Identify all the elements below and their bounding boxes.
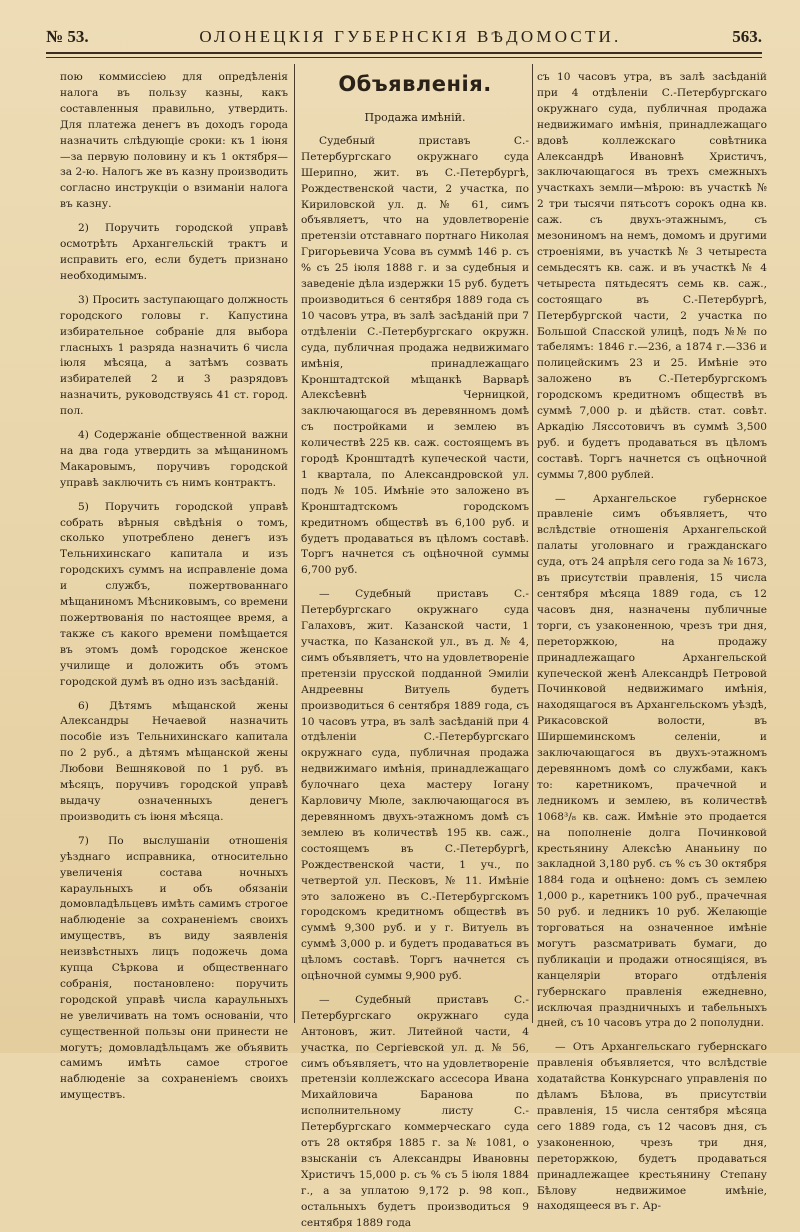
- paragraph: 3) Просить заступающаго должность городского головы г. Капустина избирательное собраніе для выбора гласныхъ 1 разряда назначить 6 числа іюля мѣсяца, а затѣмъ созвать избирателей 2 и 3 разрядовъ назначить, руководствуясь 41 ст. город. пол.: [60, 293, 288, 418]
- announcement: съ 10 часовъ утра, въ залѣ засѣданій при 4 отдѣленіи С.-Петербургскаго окружнаго суда, публичная продажа недвижимаго имѣнія, принадлежащаго вдовѣ коллежскаго совѣтника Александрѣ Ивановнѣ Христичъ, заключающагося въ трехъ смежныхъ участкахъ земли—мѣрою: въ участкѣ № 2 три тысячи пятьсотъ сорокъ одна кв. саж. съ двухъ-этажнымъ, съ мезониномъ на немъ, домомъ и другими строеніями, въ участкѣ № 3 четыреста семьдесятъ кв. саж. и въ участкѣ № 4 четыреста пятьдесятъ семь кв. саж., состоящаго въ С.-Петербургѣ, Петербургской части, 2 участка по Большой Спасской улицѣ, подъ №№ по табелямъ: 1846 г.—236, а 1874 г.—336 и полицейскимъ 23 и 25. Имѣніе это заложено въ С.-Петербургскомъ городскомъ кредитномъ обществѣ въ суммѣ 7,000 р. и дѣйств. стат. совѣт. Аркадію Лясcотовичъ въ суммѣ 3,500 руб. и будетъ продаваться въ цѣломъ составѣ. Торгъ начнется съ оцѣночной суммы 7,800 рублей.: [537, 71, 767, 481]
- announcement: — Отъ Архангельскаго губернскаго правленія объявляется, что вслѣдствіе ходатайства Конкурснаго управленія по дѣламъ Бѣлова, въ присутствіи правленія, 15 числа сентября мѣсяца сего 1889 года, съ 12 часовъ дня, съ узаконенною, чрезъ три дня, переторжкою, будетъ продаваться принадлежащее крестьянину Степану Бѣлову недвижимое имѣніе, находящееся въ г. Ар-: [537, 1041, 767, 1213]
- paragraph: 2) Поручить городской управѣ осмотрѣть Архангельскій трактъ и исправить его, если будетъ признано необходимымъ.: [60, 222, 288, 282]
- newspaper-title: ОЛОНЕЦКІЯ ГУБЕРНСКІЯ ВѢДОМОСТИ.: [199, 27, 622, 46]
- page-number: 563.: [732, 27, 762, 46]
- announcement: — Судебный приставъ С.-Петербургскаго окружнаго суда Антоновъ, жит. Литейной части, 4 участка, по Сергіевской ул. д. № 56, симъ объявляетъ, что на удовлетвореніе претензіи коллежскаго ассесора Ивана Михайловича Баранова по исполнительному листу С.-Петербургскаго коммерческаго суда отъ 28 октября 1885 г. за № 1081, о взысканіи съ Александры Ивановны Христичъ 15,000 р. съ % съ 5 іюля 1884 г., а за уплатою 9,172 р. 98 коп., остальныхъ будетъ производиться 9 сентября 1889 года: [301, 993, 529, 1229]
- paragraph: 5) Поручить городской управѣ собрать вѣрныя свѣдѣнія о томъ, сколько употреблено денегъ изъ Тельнихинскаго капитала и изъ городскихъ суммъ на исправленіе дома и службъ, пожертвованнаго мѣщаниномъ Мѣсниковымъ, со времени пожертвованія по настоящее время, а также съ какого времени помѣщается въ этомъ домѣ городское женское училище и доложить объ этомъ городской думѣ въ одно изъ засѣданій.: [60, 500, 288, 688]
- paragraph: 7) По выслушаніи отношенія уѣзднаго исправника, относительно увеличенія состава ночныхъ караульныхъ и объ обязаніи домовладѣльцевъ имѣть самимъ строгое наблюденіе за сохраненіемъ своихъ имуществъ, въ виду заявленія неизвѣстныхъ лицъ подожечь дома купца Сѣркова и общественнаго собранія, постановлено: поручить городской управѣ числа караульныхъ не увеличивать на томъ основаніи, что существенной пользы они принести не могутъ; домовладѣльцамъ же объявить самимъ имѣть самое строгое наблюденіе за сохраненіемъ своихъ имуществъ.: [60, 834, 288, 1102]
- paragraph: пою коммиссiею для опредѣленія налога въ пользу казны, какъ составленныя правильно, утвердить. Для платежа денегъ въ доходъ города назначить слѣдующіе сроки: къ 1 іюня—за первую половину и къ 1 октября—за 2-ю. Налогъ же въ казну производить согласно инструкціи о взиманіи налога въ казну.: [60, 71, 288, 211]
- paragraph: 6) Дѣтямъ мѣщанской жены Александры Нечаевой назначить пособіе изъ Тельнихинскаго капитала по 2 руб., а дѣтямъ мѣщанской жены Любови Вешняковой по 1 руб. въ мѣсяцъ, поручивъ городской управѣ выдачу означенныхъ денегъ производить съ іюня мѣсяца.: [60, 699, 288, 823]
- subsection-title: Продажа имѣній.: [364, 111, 466, 124]
- section-title: Объявленія.: [338, 72, 492, 96]
- header-rule: [46, 52, 762, 58]
- column-3: [537, 70, 767, 1213]
- announcement: Судебный приставъ С.-Петербургскаго окружнаго суда Шерипно, жит. въ С.-Петербургѣ, Рождественской части, 2 участка, по Кириловской ул. д. № 61, симъ объявляетъ, что на удовлетвореніе претензіи отставнаго портнаго Николая Григорьевича Усова въ суммѣ 146 р. съ % съ 25 іюля 1888 г. и за судебныя и заведеніе дѣла издержки 15 руб. будетъ производиться 6 сентября 1889 года съ 10 часовъ утра, въ залѣ засѣданій при 7 отдѣленіи С.-Петербургскаго окружн. суда, публичная продажа недвижимаго имѣнія, принадлежащаго Кронштадтской мѣщанкѣ Варварѣ Алексѣевнѣ Черницкой, заключающагося въ деревянномъ домѣ съ постройками и землею въ количествѣ 225 кв. саж. состоящемъ въ городѣ Кронштадтѣ купеческой части, 1 квартала, по Александровской ул. подъ № 105. Имѣніе это заложено въ Кронштадтскомъ городскомъ кредитномъ обществѣ въ 6,100 руб. и будетъ продаваться въ цѣломъ составѣ. Торгъ начнется съ оцѣночной суммы 6,700 руб.: [301, 134, 529, 577]
- column-2: [301, 70, 529, 1229]
- column-1: [60, 70, 288, 1102]
- announcement: — Судебный приставъ С.-Петербургскаго окружнаго суда Галаховъ, жит. Казанской части, 1 участка, по Казанской ул., въ д. № 4, симъ объявляетъ, что на удовлетвореніе претензіи прусской подданной Эмиліи Андреевны Витуель будетъ производиться 6 сентября 1889 года, съ 10 часовъ утра, въ залѣ засѣданій при 4 отдѣленіи С.-Петербургскаго окружнаго суда, публичная продажа недвижимаго имѣнія, принадлежащаго булочнаго цеха мастеру Іогану Карловичу Мюле, заключающагося въ деревянномъ двухъ-этажномъ домѣ съ землею въ количествѣ 195 кв. саж., состоящемъ въ С.-Петербургѣ, Рождественской части, 1 уч., по четвертой ул. Песковъ, № 11. Имѣніе это заложено въ С.-Петербургскомъ городскомъ кредитномъ обществѣ въ суммѣ 9,300 руб. и у г. Витуель въ суммѣ 3,000 р. и будетъ продаваться въ цѣломъ составѣ. Торгъ начнется съ оцѣночной суммы 9,900 руб.: [301, 588, 529, 983]
- announcement: — Архангельское губернское правленіе симъ объявляетъ, что вслѣдствіе отношенія Архангельской палаты уголовнаго и гражданскаго суда, отъ 24 апрѣля сего года за № 1673, въ присутствіи правленія, 15 числа сентября мѣсяца 1889 года, съ 12 часовъ дня, назначены публичные торги, съ узаконенною, чрезъ три дня, переторжкою, на продажу принадлежащаго Архангельской купеческой женѣ Александрѣ Петровой Починковой недвижимаго имѣнія, находящагося въ Архангельскомъ уѣздѣ, Рикасовской волости, въ Ширшеминскомъ селеніи, и заключающагося въ двухъ-этажномъ деревянномъ домѣ со службами, какъ то: каретникомъ, прачечной и ледникомъ и землею, въ количествѣ 1068³/₈ кв. саж. Имѣніе это продается на пополненіе долга Починковой крестьянину Алексѣю Ананьину по закладной 3,180 руб. съ % съ 30 октября 1884 года и оцѣнено: домъ съ землею 1,000 р., каретникъ 100 руб., прачечная 50 руб. и ледникъ 10 руб. Желающіе торговаться на означенное имѣніе могутъ разсматривать бумаги, до публикаціи и продажи относящіяся, въ канцеляріи втораго отдѣленія губернскаго правленія ежедневно, исключая праздничныхъ и табельныхъ дней, съ 10 часовъ утра до 2 пополудни.: [537, 492, 767, 1030]
- column-divider: [294, 64, 295, 1023]
- paragraph: 4) Содержаніе общественной важни на два года утвердить за мѣщаниномъ Макаровымъ, поручивъ городской управѣ заключить съ нимъ контрактъ.: [60, 429, 288, 489]
- page-header: [46, 22, 762, 52]
- issue-number: № 53.: [46, 27, 89, 46]
- column-divider: [532, 64, 533, 1023]
